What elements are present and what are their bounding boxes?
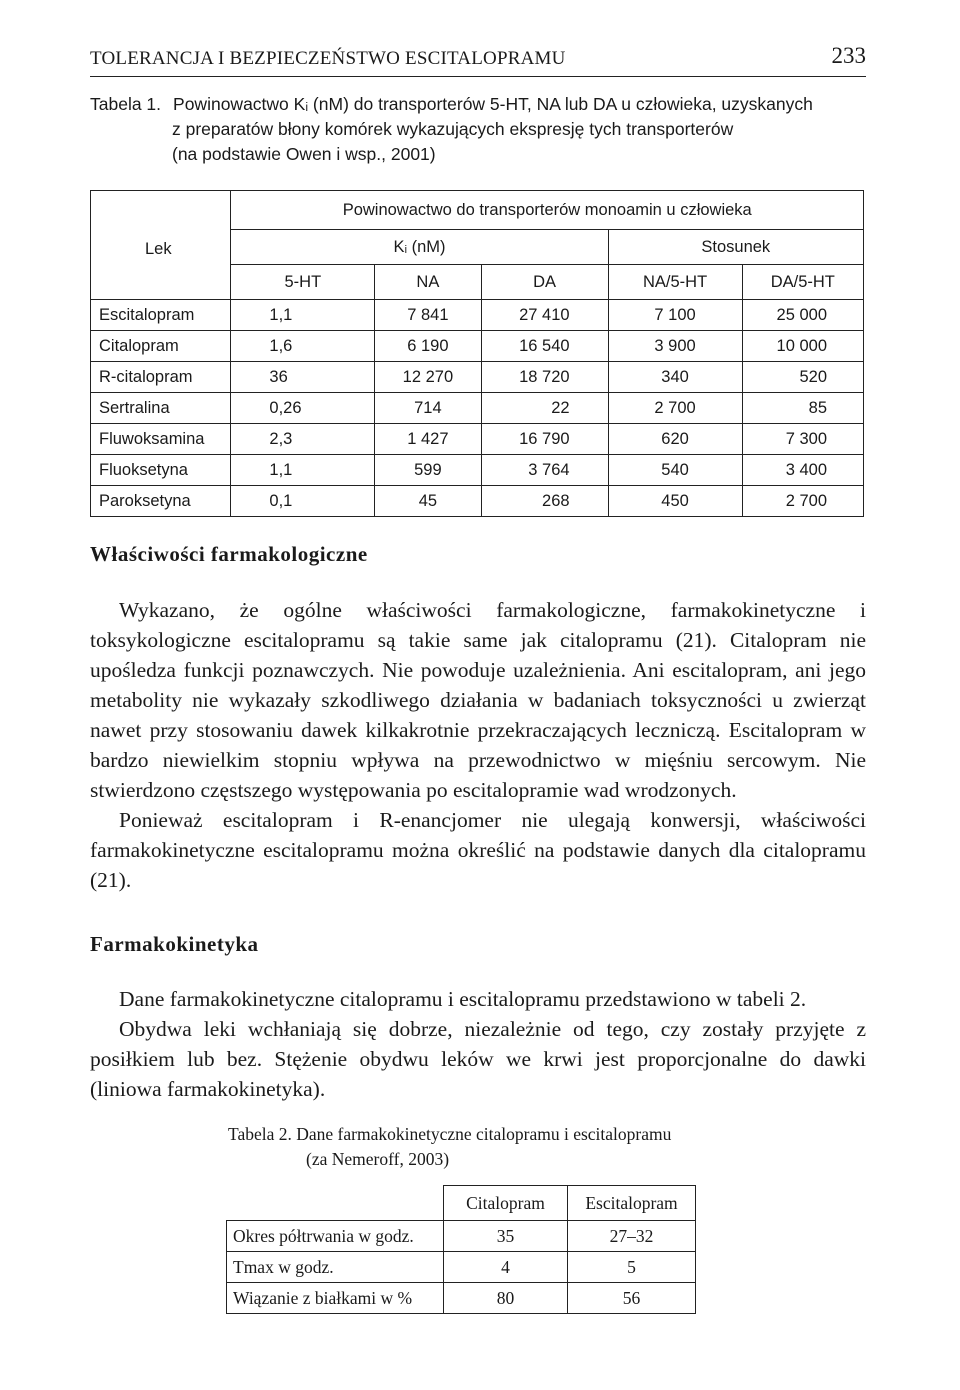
cell-da-5ht: 2 700 [742, 486, 863, 517]
cell-da-5ht: 7 300 [742, 424, 863, 455]
drug-name: R-citalopram [91, 362, 231, 393]
cell-5ht: 0,1 [231, 486, 375, 517]
table-row [227, 1283, 696, 1314]
cell-na-5ht: 340 [608, 362, 742, 393]
paragraph: Wykazano, że ogólne właściwości farmakologiczne, farmakokinetyczne i toksykologiczne escitalopramu są takie same jak citalopramu (21). Citalopram nie upośledza funkcji poznawczych. Nie powoduje uzależnienia. Ani escitalopram, ani jego metabolity nie wykazały szkodliwego działania w badaniach toksyczności u zwierząt nawet przy stosowaniu dawek kilkakrotnie przekraczających leczniczą. Escitalopram w bardzo niewielkim stopniu wpływa na przewodnictwo w mięśniu sercowym. Nie stwierdzono częstszego występowania po escitalopramie wad wrodzonych. [90, 598, 866, 802]
cell-na-5ht: 540 [608, 455, 742, 486]
table2-caption-line1: Tabela 2. Dane farmakokinetyczne citalopramu i escitalopramu [228, 1124, 672, 1144]
cell-da: 27 410 [481, 300, 608, 331]
col-na-5ht: NA/5-HT [608, 265, 742, 300]
ki-header: Kᵢ (nM) [231, 230, 608, 265]
cell-na: 7 841 [375, 300, 481, 331]
table-row [91, 362, 864, 393]
cell-da-5ht: 25 000 [742, 300, 863, 331]
drug-name: Fluoksetyna [91, 455, 231, 486]
cell-5ht: 1,6 [231, 331, 375, 362]
pharmacokinetics-text [90, 984, 866, 1104]
table1-caption-label: Tabela 1. [90, 94, 162, 114]
running-title: TOLERANCJA I BEZPIECZEŃSTWO ESCITALOPRAMU [90, 48, 566, 69]
paragraph: Ponieważ escitalopram i R-enancjomer nie ulegają konwersji, właściwości farmakokinetyczne escitalopramu można określić na podstawie danych dla citalopramu (21). [90, 808, 866, 892]
page-number: 233 [831, 43, 866, 68]
table-row [91, 393, 864, 424]
table1-caption-line2: z preparatów błony komórek wykazujących ekspresję tych transporterów [172, 119, 734, 139]
col-na: NA [375, 265, 481, 300]
drug-name: Fluwoksamina [91, 424, 231, 455]
cell-da: 22 [481, 393, 608, 424]
table-row [91, 424, 864, 455]
cell-citalopram: 4 [444, 1252, 568, 1283]
col-da: DA [481, 265, 608, 300]
ratio-header: Stosunek [608, 230, 863, 265]
section-heading-pharmacokinetics: Farmakokinetyka [90, 932, 259, 956]
running-header [90, 42, 866, 77]
cell-na: 599 [375, 455, 481, 486]
cell-escitalopram: 27–32 [568, 1221, 696, 1252]
group-header: Powinowactwo do transporterów monoamin u człowieka [231, 191, 864, 230]
cell-da: 18 720 [481, 362, 608, 393]
cell-da: 3 764 [481, 455, 608, 486]
table2-caption [228, 1122, 671, 1172]
cell-na-5ht: 7 100 [608, 300, 742, 331]
cell-da-5ht: 85 [742, 393, 863, 424]
cell-na-5ht: 620 [608, 424, 742, 455]
cell-escitalopram: 56 [568, 1283, 696, 1314]
row-label: Tmax w godz. [227, 1252, 444, 1283]
cell-na: 45 [375, 486, 481, 517]
cell-na-5ht: 2 700 [608, 393, 742, 424]
cell-da: 16 540 [481, 331, 608, 362]
cell-5ht: 1,1 [231, 300, 375, 331]
cell-da: 268 [481, 486, 608, 517]
cell-na: 1 427 [375, 424, 481, 455]
table1-caption-line3: (na podstawie Owen i wsp., 2001) [172, 144, 436, 164]
col-citalopram: Citalopram [444, 1186, 568, 1221]
table1-caption [90, 92, 870, 167]
col-escitalopram: Escitalopram [568, 1186, 696, 1221]
table-row [91, 455, 864, 486]
paragraph: Obydwa leki wchłaniają się dobrze, niezależnie od tego, czy zostały przyjęte z posiłkiem lub bez. Stężenie obydwu leków we krwi jest proporcjonalne do dawki (liniowa farmakokinetyka). [90, 1017, 866, 1101]
drug-column-header: Lek [91, 191, 231, 300]
cell-da-5ht: 3 400 [742, 455, 863, 486]
col-da-5ht: DA/5-HT [742, 265, 863, 300]
cell-citalopram: 80 [444, 1283, 568, 1314]
empty-corner [227, 1186, 444, 1221]
table-row [91, 331, 864, 362]
affinity-table [90, 190, 864, 517]
cell-na: 714 [375, 393, 481, 424]
table2-caption-line2: (za Nemeroff, 2003) [306, 1149, 450, 1169]
table1-caption-line1: Powinowactwo Kᵢ (nM) do transporterów 5-HT, NA lub DA u człowieka, uzyskanych [173, 94, 813, 114]
pharmacokinetics-table [226, 1185, 696, 1314]
cell-na: 12 270 [375, 362, 481, 393]
row-label: Wiązanie z białkami w % [227, 1283, 444, 1314]
col-5ht: 5-HT [231, 265, 375, 300]
cell-citalopram: 35 [444, 1221, 568, 1252]
table-row [91, 486, 864, 517]
drug-name: Sertralina [91, 393, 231, 424]
cell-da: 16 790 [481, 424, 608, 455]
cell-5ht: 1,1 [231, 455, 375, 486]
drug-name: Citalopram [91, 331, 231, 362]
table-row [91, 300, 864, 331]
cell-na: 6 190 [375, 331, 481, 362]
pharmacology-text [90, 595, 866, 895]
section-heading-pharmacology: Właściwości farmakologiczne [90, 542, 368, 566]
table-row [227, 1252, 696, 1283]
cell-na-5ht: 450 [608, 486, 742, 517]
cell-da-5ht: 520 [742, 362, 863, 393]
row-label: Okres półtrwania w godz. [227, 1221, 444, 1252]
cell-5ht: 2,3 [231, 424, 375, 455]
cell-5ht: 0,26 [231, 393, 375, 424]
cell-escitalopram: 5 [568, 1252, 696, 1283]
cell-5ht: 36 [231, 362, 375, 393]
table-row [227, 1221, 696, 1252]
cell-da-5ht: 10 000 [742, 331, 863, 362]
cell-na-5ht: 3 900 [608, 331, 742, 362]
drug-name: Escitalopram [91, 300, 231, 331]
paragraph: Dane farmakokinetyczne citalopramu i escitalopramu przedstawiono w tabeli 2. [119, 987, 807, 1011]
drug-name: Paroksetyna [91, 486, 231, 517]
